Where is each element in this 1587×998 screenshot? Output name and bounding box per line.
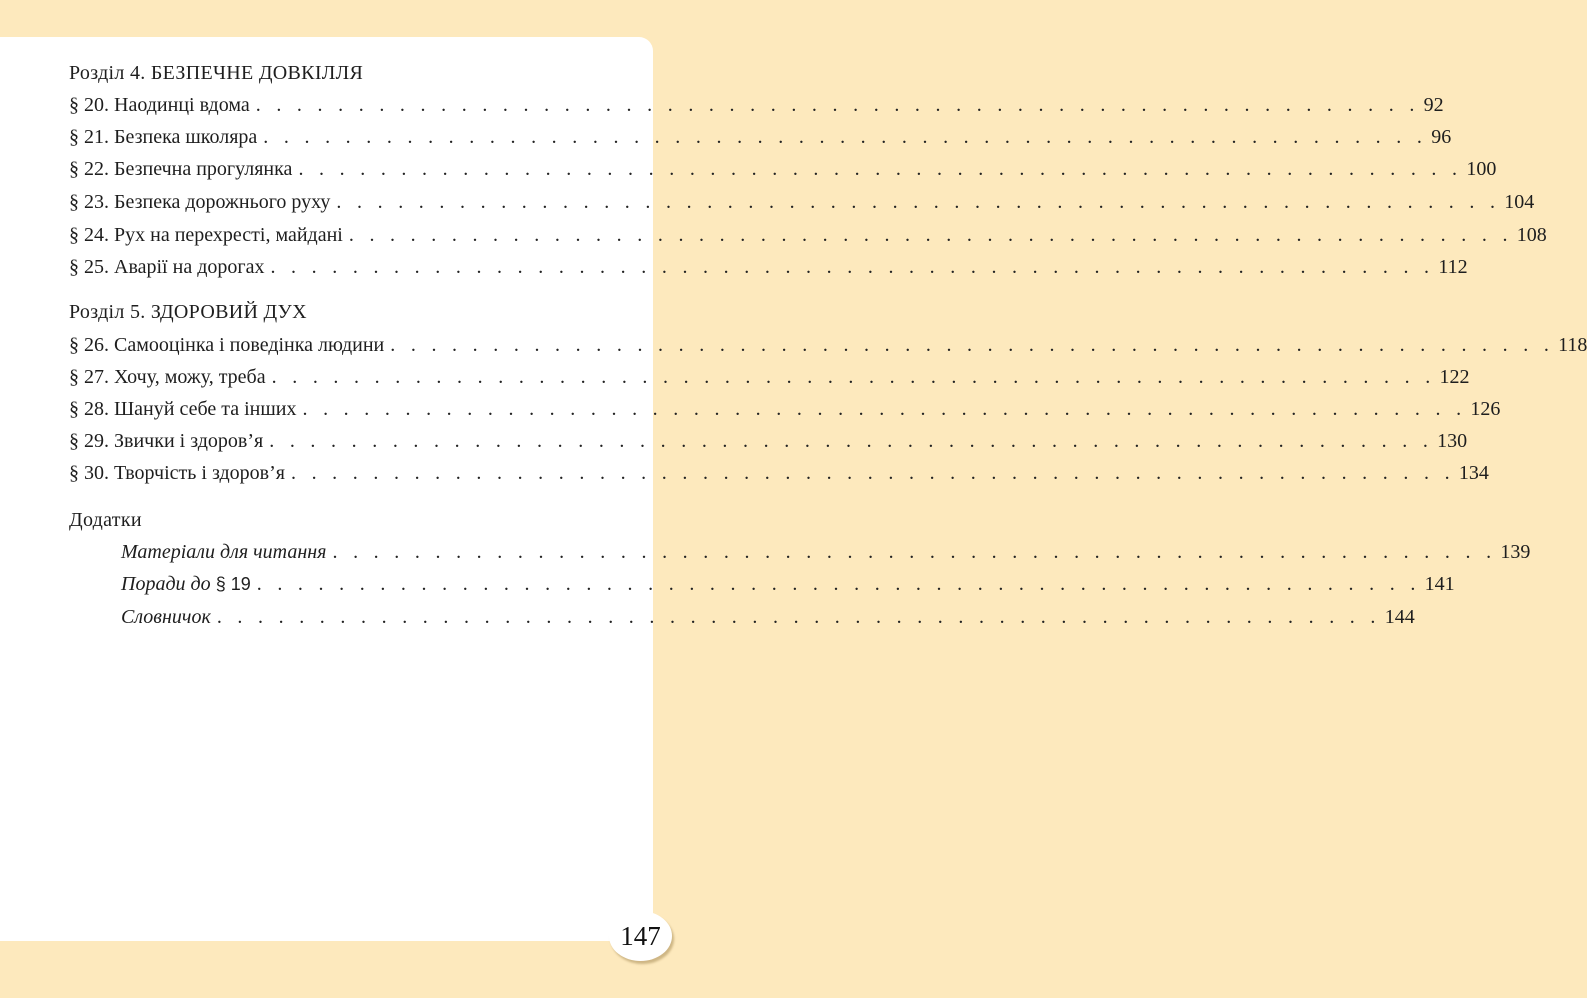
leader-dots: . . . . . . . . . . . . . . . . . . . . . . . . . . . . . . . . . . . . . . . . . . . . . . . . . . . . . . . . .	[216, 606, 1381, 628]
toc-entry-label: § 23. Безпека дорожнього руху	[69, 191, 331, 213]
toc-entry-24[interactable]	[69, 224, 1547, 247]
section-5-title: Розділ 5. ЗДОРОВИЙ ДУХ	[69, 301, 307, 323]
appendix-entry-label-text: Поради до	[121, 573, 211, 595]
leader-dots: . . . . . . . . . . . . . . . . . . . . . . . . . . . . . . . . . . . . . . . . . . . . . . . . . . . . . . . . .	[332, 541, 1497, 563]
appendix-entry-page: 144	[1384, 606, 1415, 628]
toc-entry-label: § 28. Шануй себе та інших	[69, 398, 297, 420]
appendix-entry-page: 141	[1424, 573, 1455, 595]
page-number: 147	[620, 920, 661, 951]
toc-entry-23[interactable]	[69, 191, 1535, 214]
toc-entry-page: 112	[1438, 256, 1468, 278]
toc-entry-label: § 27. Хочу, можу, треба	[69, 366, 266, 388]
toc-entry-label: § 20. Наодинці вдома	[69, 94, 250, 116]
appendix-entry-ref: § 19	[215, 574, 251, 594]
appendix-entry-glossary[interactable]	[121, 606, 1415, 629]
toc-entry-label: § 26. Самооцінка і поведінка людини	[69, 334, 385, 356]
appendix-entry-reading[interactable]	[121, 541, 1531, 564]
leader-dots: . . . . . . . . . . . . . . . . . . . . . . . . . . . . . . . . . . . . . . . . . . . . . . . . . . . . . . . . .	[271, 366, 1436, 388]
toc-entry-25[interactable]	[69, 256, 1468, 279]
leader-dots: . . . . . . . . . . . . . . . . . . . . . . . . . . . . . . . . . . . . . . . . . . . . . . . . . . . . . . . . .	[270, 256, 1435, 278]
toc-entry-22[interactable]	[69, 158, 1497, 181]
toc-entry-30[interactable]	[69, 462, 1489, 485]
leader-dots: . . . . . . . . . . . . . . . . . . . . . . . . . . . . . . . . . . . . . . . . . . . . . . . . . . . . . . . . .	[256, 573, 1421, 595]
appendix-entry-tips[interactable]	[121, 573, 1455, 596]
toc-entry-27[interactable]	[69, 366, 1470, 389]
toc-entry-label: § 24. Рух на перехресті, майдані	[69, 224, 343, 246]
leader-dots: . . . . . . . . . . . . . . . . . . . . . . . . . . . . . . . . . . . . . . . . . . . . . . . . . . . . . . . . .	[336, 191, 1501, 213]
toc-entry-page: 92	[1423, 94, 1444, 116]
toc-entry-page: 134	[1458, 462, 1489, 484]
leader-dots: . . . . . . . . . . . . . . . . . . . . . . . . . . . . . . . . . . . . . . . . . . . . . . . . . . . . . . . . .	[390, 334, 1555, 356]
toc-entry-26[interactable]	[69, 334, 1587, 357]
toc-entry-page: 100	[1466, 158, 1497, 180]
toc-entry-label: § 25. Аварії на дорогах	[69, 256, 265, 278]
leader-dots: . . . . . . . . . . . . . . . . . . . . . . . . . . . . . . . . . . . . . . . . . . . . . . . . . . . . . . . . .	[290, 462, 1455, 484]
appendix-entry-page: 139	[1500, 541, 1531, 563]
appendix-entry-label: Матеріали для читання	[121, 541, 327, 563]
toc-entry-page: 108	[1516, 224, 1547, 246]
toc-entry-label: § 29. Звички і здоров’я	[69, 430, 264, 452]
toc-entry-label: § 22. Безпечна прогулянка	[69, 158, 293, 180]
toc-entry-page: 104	[1504, 191, 1535, 213]
toc-entry-21[interactable]	[69, 126, 1452, 149]
toc-entry-page: 96	[1431, 126, 1452, 148]
appendix-entry-label: Словничок	[121, 606, 211, 628]
appendix-title: Додатки	[69, 509, 142, 531]
toc-entry-20[interactable]	[69, 94, 1444, 117]
leader-dots: . . . . . . . . . . . . . . . . . . . . . . . . . . . . . . . . . . . . . . . . . . . . . . . . . . . . . . . . .	[269, 430, 1434, 452]
toc-entry-label: § 21. Безпека школяра	[69, 126, 258, 148]
toc-entry-label: § 30. Творчість і здоров’я	[69, 462, 285, 484]
toc-entry-page: 130	[1437, 430, 1468, 452]
toc-entry-28[interactable]	[69, 398, 1501, 421]
toc-entry-page: 126	[1470, 398, 1501, 420]
toc-entry-29[interactable]	[69, 430, 1468, 453]
leader-dots: . . . . . . . . . . . . . . . . . . . . . . . . . . . . . . . . . . . . . . . . . . . . . . . . . . . . . . . . .	[263, 126, 1428, 148]
page-number-badge	[609, 911, 672, 961]
leader-dots: . . . . . . . . . . . . . . . . . . . . . . . . . . . . . . . . . . . . . . . . . . . . . . . . . . . . . . . . .	[298, 158, 1463, 180]
leader-dots: . . . . . . . . . . . . . . . . . . . . . . . . . . . . . . . . . . . . . . . . . . . . . . . . . . . . . . . . .	[302, 398, 1467, 420]
toc-entry-page: 122	[1439, 366, 1470, 388]
toc-entry-page: 118	[1558, 334, 1587, 356]
appendix-entry-label	[121, 573, 251, 596]
leader-dots: . . . . . . . . . . . . . . . . . . . . . . . . . . . . . . . . . . . . . . . . . . . . . . . . . . . . . . . . .	[348, 224, 1513, 246]
section-4-title: Розділ 4. БЕЗПЕЧНЕ ДОВКІЛЛЯ	[69, 62, 364, 84]
leader-dots: . . . . . . . . . . . . . . . . . . . . . . . . . . . . . . . . . . . . . . . . . . . . . . . . . . . . . . . . .	[255, 94, 1420, 116]
